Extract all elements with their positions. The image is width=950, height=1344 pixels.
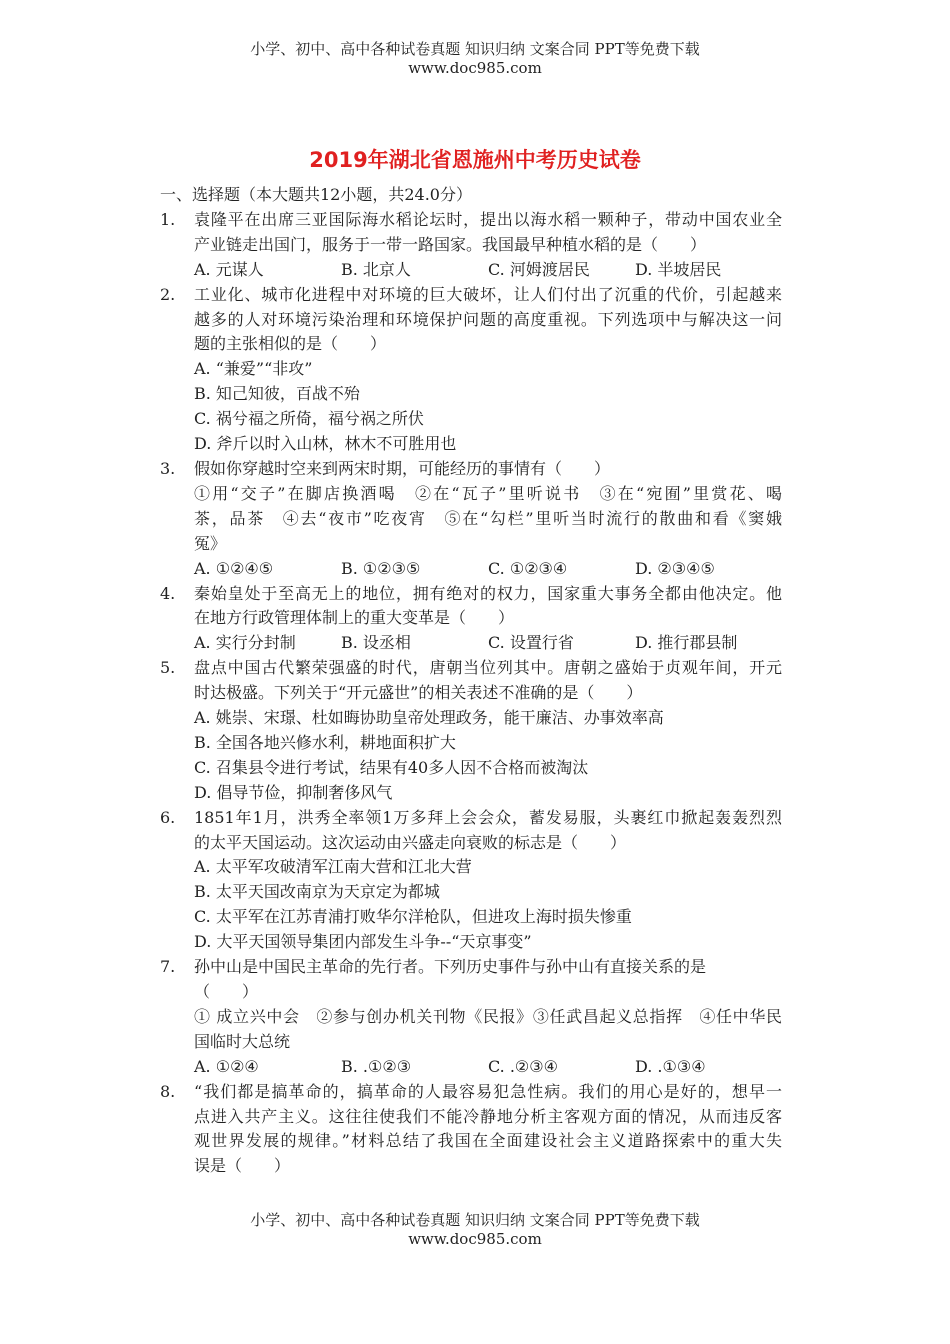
question-2	[160, 283, 782, 457]
option-a: A. ①②④⑤	[194, 558, 274, 578]
question-number: 5.	[160, 658, 176, 678]
options-column	[160, 706, 782, 806]
question-text-line: 题的主张相似的是（ ）	[194, 334, 387, 354]
options-row	[194, 557, 782, 582]
option-b: B. 知己知彼，百战不殆	[194, 384, 360, 404]
option-c: C. 设置行省	[488, 633, 574, 653]
option-d: D. .①③④	[635, 1056, 706, 1076]
option-a: A. 太平军攻破清军江南大营和江北大营	[194, 857, 472, 877]
options-row	[194, 631, 782, 656]
question-text-line: 茶，品茶 ④去“夜市”吃夜宵 ⑤在“勾栏”里听当时流行的散曲和看《窦娥	[194, 508, 782, 528]
option-b: B. 太平天国改南京为天京定为都城	[194, 882, 440, 902]
question-number: 6.	[160, 807, 176, 827]
question-text-line: ①用“交子”在脚店换酒喝 ②在“瓦子”里听说书 ③在“宛囿”里赏花、喝	[194, 483, 782, 503]
question-7	[160, 955, 782, 1080]
option-b: B. ①②③⑤	[341, 558, 421, 578]
question-text-line: 产业链走出国门，服务于一带一路国家。我国最早种植水稻的是（ ）	[194, 234, 707, 254]
option-a: A. 姚崇、宋璟、杜如晦协助皇帝处理政务，能干廉洁、办事效率高	[194, 708, 664, 728]
exam-content	[160, 183, 782, 1179]
question-text-line: 的太平天国运动。这次运动由兴盛走向衰败的标志是（ ）	[194, 832, 627, 852]
question-text-line: 国临时大总统	[194, 1031, 291, 1051]
question-5	[160, 656, 782, 805]
question-number: 3.	[160, 458, 176, 478]
option-d: D. 大平天国领导集团内部发生斗争--“天京事变”	[194, 932, 532, 952]
options-column	[160, 855, 782, 955]
option-c: C. ①②③④	[488, 558, 568, 578]
option-c: C. 太平军在江苏青浦打败华尔洋枪队，但进攻上海时损失惨重	[194, 907, 632, 927]
question-text-line: “我们都是搞革命的，搞革命的人最容易犯急性病。我们的用心是好的，想早一	[194, 1081, 782, 1101]
option-a: A. ①②④	[194, 1056, 259, 1076]
question-text-line: 工业化、城市化进程中对环境的巨大破坏，让人们付出了沉重的代价，引起越来	[194, 284, 782, 304]
question-text-line: 假如你穿越时空来到两宋时期，可能经历的事情有（ ）	[194, 458, 611, 478]
option-b: B. 全国各地兴修水利，耕地面积扩大	[194, 732, 456, 752]
question-text-line: 误是（ ）	[194, 1156, 291, 1176]
question-text-line: 盘点中国古代繁荣强盛的时代，唐朝当位列其中。唐朝之盛始于贞观年间，开元	[194, 658, 782, 678]
option-d: D. 推行郡县制	[635, 633, 738, 653]
question-text-line: 冤》	[194, 533, 227, 553]
question-text-line: （ ）	[194, 982, 259, 1001]
option-d: D. 倡导节俭，抑制奢侈风气	[194, 782, 393, 802]
section-heading: 一、选择题（本大题共12小题，共24.0分）	[160, 185, 472, 204]
question-text-line: 越多的人对环境污染治理和环境保护问题的高度重视。下列选项中与解决这一问	[194, 309, 782, 329]
option-d: D. 半坡居民	[635, 259, 722, 279]
options-row	[194, 258, 782, 283]
option-a: A. “兼爱”“非攻”	[194, 359, 313, 379]
footer-url: www.doc985.com	[408, 1230, 542, 1248]
question-text-line: 点进入共产主义。这往往使我们不能冷静地分析主客观方面的情况，从而违反客	[194, 1106, 782, 1126]
page-footer	[0, 1211, 950, 1249]
options-column	[160, 357, 782, 457]
option-c: C. .②③④	[488, 1056, 558, 1076]
question-text-line: 观世界发展的规律。”材料总结了我国在全面建设社会主义道路探索中的重大失	[194, 1131, 782, 1151]
question-text-line: 1851年1月，洪秀全率领1万多拜上会会众，蓄发易服，头裹红巾掀起轰轰烈烈	[194, 807, 782, 827]
question-number: 4.	[160, 583, 176, 603]
option-b: B. 设丞相	[341, 633, 411, 653]
question-text-line: 孙中山是中国民主革命的先行者。下列历史事件与孙中山有直接关系的是	[194, 957, 707, 977]
option-d: D. 斧斤以时入山林，林木不可胜用也	[194, 434, 457, 454]
header-url: www.doc985.com	[408, 59, 542, 77]
option-a: A. 实行分封制	[194, 633, 296, 653]
question-3	[160, 457, 782, 582]
option-a: A. 元谋人	[194, 259, 264, 279]
question-number: 8.	[160, 1081, 176, 1101]
footer-line-1: 小学、初中、高中各种试卷真题 知识归纳 文案合同 PPT等免费下载	[250, 1211, 700, 1229]
question-text-line: ① 成立兴中会 ②参与创办机关刊物《民报》③任武昌起义总指挥 ④任中华民	[194, 1006, 782, 1026]
header-line-1: 小学、初中、高中各种试卷真题 知识归纳 文案合同 PPT等免费下载	[250, 40, 700, 58]
question-text-line: 时达极盛。下列关于“开元盛世”的相关表述不准确的是（ ）	[194, 683, 643, 703]
question-1	[160, 208, 782, 283]
option-c: C. 河姆渡居民	[488, 259, 590, 279]
question-text-line: 秦始皇处于至高无上的地位，拥有绝对的权力，国家重大事务全都由他决定。他	[194, 583, 782, 603]
option-b: B. 北京人	[341, 259, 411, 279]
question-number: 1.	[160, 209, 176, 229]
question-list	[160, 208, 782, 1179]
page-title: 2019年湖北省恩施州中考历史试卷	[309, 148, 641, 172]
question-number: 2.	[160, 284, 176, 304]
options-row	[194, 1055, 782, 1080]
option-d: D. ②③④⑤	[635, 558, 715, 578]
page-header	[0, 40, 950, 78]
option-b: B. .①②③	[341, 1056, 412, 1076]
question-number: 7.	[160, 957, 176, 977]
question-6	[160, 806, 782, 955]
question-text-line: 在地方行政管理体制上的重大变革是（ ）	[194, 608, 515, 628]
question-4	[160, 582, 782, 657]
option-c: C. 召集县令进行考试，结果有40多人因不合格而被淘汰	[194, 757, 589, 777]
question-text-line: 袁隆平在出席三亚国际海水稻论坛时，提出以海水稻一颗种子，带动中国农业全	[194, 209, 782, 229]
option-c: C. 祸兮福之所倚，福兮祸之所伏	[194, 409, 424, 429]
question-8	[160, 1080, 782, 1180]
